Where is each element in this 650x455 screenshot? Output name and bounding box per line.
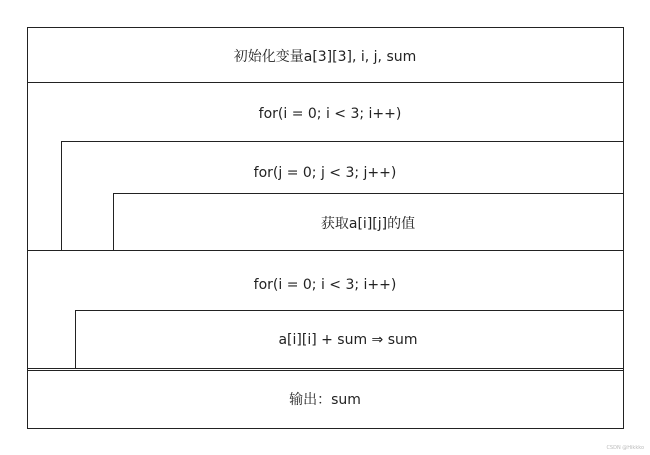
loop1-body-label: 获取a[i][j]的值	[320, 216, 416, 232]
loop2-label: for(i = 0; i < 3; i++)	[253, 277, 397, 293]
loop2-bar	[75, 310, 76, 368]
separator-loop1-inner-top	[61, 141, 624, 142]
separator-output-top-double	[27, 370, 624, 371]
loop1-outer-label: for(i = 0; i < 3; i++)	[258, 106, 402, 122]
output-label: 输出：sum	[289, 392, 361, 408]
separator-output-top	[27, 368, 624, 369]
loop1-inner-label: for(j = 0; j < 3; j++)	[253, 165, 397, 181]
init-label: 初始化变量a[3][3], i, j, sum	[233, 49, 417, 65]
separator-loop2-top	[27, 250, 624, 251]
separator-loop1-body-top	[113, 193, 624, 194]
watermark: CSDN @Hikkko	[606, 445, 644, 451]
separator-init	[27, 82, 624, 83]
loop1-inner-bar	[113, 193, 114, 250]
loop2-body-label: a[i][i] + sum ⇒ sum	[278, 332, 418, 348]
separator-loop2-body-top	[75, 310, 624, 311]
loop1-outer-bar	[61, 141, 62, 250]
